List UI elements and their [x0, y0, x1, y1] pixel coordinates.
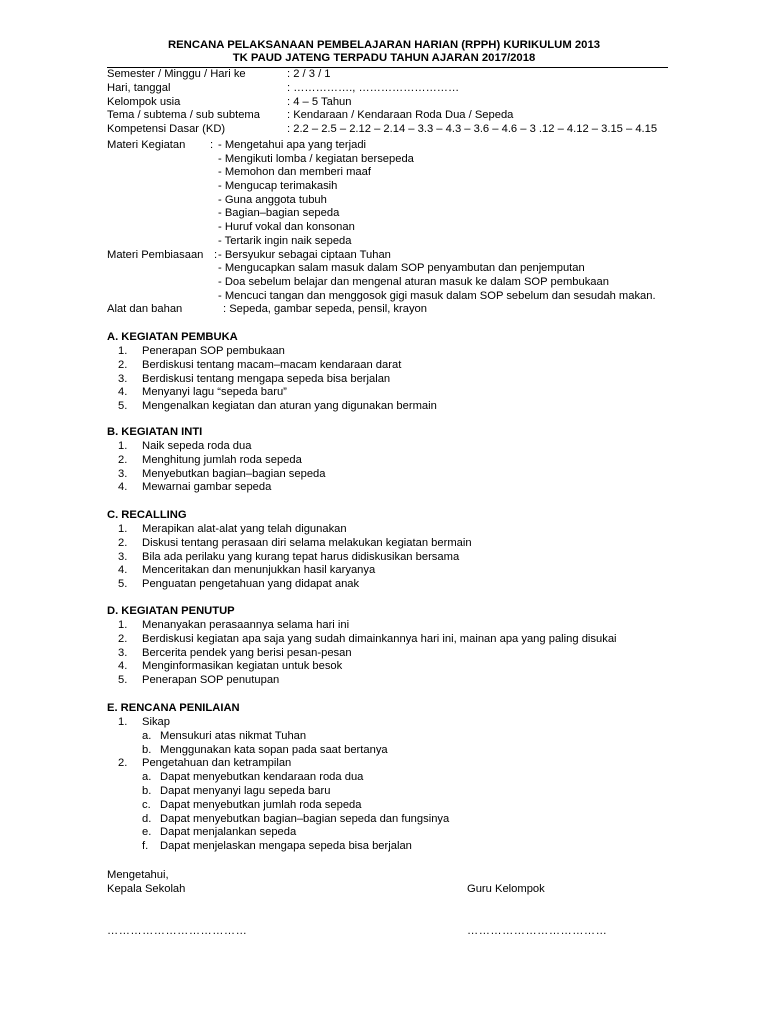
list-item — [107, 235, 687, 249]
section-kegiatan-inti — [107, 426, 687, 495]
list-item — [107, 468, 687, 482]
item-letter: e. — [142, 826, 152, 839]
info-value: : 4 – 5 Tahun — [287, 95, 352, 108]
item-text: Dapat menyebutkan bagian–bagian sepeda dan fungsinya — [160, 812, 450, 825]
materi-kegiatan-item: - Mengetahui apa yang terjadi — [218, 139, 367, 151]
materi-kegiatan-item: - Guna anggota tubuh — [218, 193, 327, 206]
list-item — [107, 674, 687, 688]
info-row — [107, 123, 687, 137]
info-value: : 2 / 3 / 1 — [287, 68, 331, 80]
info-row — [107, 82, 687, 96]
item-text: Menceritakan dan menunjukkan hasil karyanya — [142, 564, 376, 577]
document-subtitle: TK PAUD JATENG TERPADU TAHUN AJARAN 2017/2018 — [232, 52, 536, 64]
list-item — [107, 373, 687, 387]
list-item — [107, 290, 687, 304]
materi-block — [107, 139, 687, 317]
list-item — [107, 454, 687, 468]
info-label: Tema / subtema / sub subtema — [107, 109, 260, 122]
item-text: Penerapan SOP penutupan — [142, 674, 280, 687]
item-text: Dapat menjelaskan mengapa sepeda bisa berjalan — [160, 840, 412, 853]
list-item — [107, 221, 687, 235]
item-text: Menanyakan perasaannya selama hari ini — [142, 619, 350, 631]
list-item — [107, 744, 687, 758]
list-item — [107, 799, 687, 813]
materi-kegiatan-item: - Bagian–bagian sepeda — [218, 207, 340, 220]
section-heading: A. KEGIATAN PEMBUKA — [107, 331, 238, 343]
info-row — [107, 68, 687, 82]
materi-pembiasaan-item: - Mengucapkan salam masuk dalam SOP penyambutan dan penjemputan — [218, 262, 585, 275]
list-item — [107, 180, 687, 194]
item-text: Berdiskusi tentang macam–macam kendaraan darat — [142, 358, 402, 371]
item-letter: b. — [142, 784, 152, 797]
item-letter: b. — [142, 743, 152, 756]
mengetahui-label: Mengetahui, — [107, 869, 169, 881]
list-item — [107, 345, 687, 359]
colon-separator: : — [210, 139, 214, 151]
info-value: : Kendaraan / Kendaraan Roda Dua / Sepeda — [287, 109, 514, 122]
list-item — [107, 153, 687, 167]
materi-kegiatan-label: Materi Kegiatan — [107, 139, 186, 151]
item-number: 1. — [118, 345, 128, 357]
materi-pembiasaan-item: - Mencuci tangan dan menggosok gigi masuk dalam SOP sebelum dan sesudah makan. — [218, 289, 656, 302]
item-number: 2. — [118, 536, 128, 549]
info-value: : ……………., ……………………… — [287, 81, 460, 94]
item-text: Penguatan pengetahuan yang didapat anak — [142, 578, 360, 591]
list-item — [107, 647, 687, 661]
info-row — [107, 96, 687, 110]
item-number: 1. — [118, 619, 128, 631]
list-item — [107, 386, 687, 400]
alat-bahan-label: Alat dan bahan — [107, 303, 183, 316]
item-number: 2. — [118, 453, 128, 466]
item-text: Naik sepeda roda dua — [142, 440, 252, 452]
item-number: 2. — [118, 757, 128, 770]
item-text: Menginformasikan kegiatan untuk besok — [142, 660, 343, 673]
list-item — [107, 730, 687, 744]
item-letter: a. — [142, 771, 152, 784]
item-text: Diskusi tentang perasaan diri selama melakukan kegiatan bermain — [142, 536, 472, 549]
materi-kegiatan-item: - Memohon dan memberi maaf — [218, 166, 371, 179]
info-label: Kelompok usia — [107, 95, 181, 108]
item-number: 2. — [118, 632, 128, 645]
info-table — [107, 68, 687, 137]
list-item — [107, 826, 687, 840]
info-row — [107, 109, 687, 123]
guru-kelompok-label: Guru Kelompok — [467, 883, 545, 895]
materi-kegiatan-row — [107, 139, 687, 153]
info-value: : 2.2 – 2.5 – 2.12 – 2.14 – 3.3 – 4.3 – 3.6 – 4.6 – 3 .12 – 4.12 – 3.15 – 4.15 — [287, 123, 658, 135]
materi-pembiasaan-item: - Bersyukur sebagai ciptaan Tuhan — [218, 248, 391, 261]
item-number: 5. — [118, 674, 128, 687]
item-text: Pengetahuan dan ketrampilan — [142, 757, 292, 770]
item-text: Dapat menyebutkan kendaraan roda dua — [160, 771, 364, 784]
document-title: RENCANA PELAKSANAAN PEMBELAJARAN HARIAN (RPPH) KURIKULUM 2013 — [167, 39, 601, 51]
colon-separator: : — [214, 248, 218, 261]
item-text: Sikap — [142, 716, 170, 728]
item-number: 3. — [118, 550, 128, 563]
item-text: Menyanyi lagu “sepeda baru” — [142, 386, 287, 399]
list-item — [107, 537, 687, 551]
list-item — [107, 578, 687, 592]
info-label: Kompetensi Dasar (KD) — [107, 123, 226, 135]
list-item — [107, 619, 687, 633]
item-number: 1. — [118, 440, 128, 452]
list-item — [107, 207, 687, 221]
item-text: Menghitung jumlah roda sepeda — [142, 453, 302, 466]
item-text: Mensukuri atas nikmat Tuhan — [160, 729, 307, 742]
materi-kegiatan-item: - Mengucap terimakasih — [218, 180, 338, 193]
list-item — [107, 551, 687, 565]
item-text: Dapat menyanyi lagu sepeda baru — [160, 784, 331, 797]
item-number: 4. — [118, 660, 128, 673]
item-number: 5. — [118, 578, 128, 591]
item-text: Berdiskusi kegiatan apa saja yang sudah dimainkannya hari ini, mainan apa yang paling disukai — [142, 632, 617, 645]
item-letter: a. — [142, 729, 152, 742]
signature-line-left: ……………………………… — [107, 925, 248, 937]
item-text: Dapat menyebutkan jumlah roda sepeda — [160, 798, 362, 811]
item-number: 3. — [118, 646, 128, 659]
list-item — [107, 166, 687, 180]
materi-pembiasaan-label: Materi Pembiasaan — [107, 248, 204, 261]
list-item — [107, 757, 687, 771]
info-label: Semester / Minggu / Hari ke — [107, 68, 246, 80]
list-item — [107, 840, 687, 854]
item-text: Merapikan alat-alat yang telah digunakan — [142, 523, 347, 535]
item-number: 3. — [118, 467, 128, 480]
list-item — [107, 771, 687, 785]
section-heading: D. KEGIATAN PENUTUP — [107, 605, 235, 617]
list-item — [107, 440, 687, 454]
section-kegiatan-penutup — [107, 605, 687, 688]
item-letter: c. — [142, 798, 151, 811]
list-item — [107, 194, 687, 208]
item-number: 4. — [118, 564, 128, 577]
item-text: Berdiskusi tentang mengapa sepeda bisa berjalan — [142, 372, 391, 385]
list-item — [107, 564, 687, 578]
list-item — [107, 400, 687, 414]
signature-line-right: ……………………………… — [467, 925, 608, 937]
materi-kegiatan-item: - Huruf vokal dan konsonan — [218, 221, 355, 234]
materi-pembiasaan-item: - Doa sebelum belajar dan mengenal aturan masuk ke dalam SOP pembukaan — [218, 275, 609, 288]
alat-bahan-row — [107, 303, 687, 317]
alat-bahan-value: : Sepeda, gambar sepeda, pensil, krayon — [223, 303, 427, 316]
item-text: Mewarnai gambar sepeda — [142, 481, 272, 494]
item-number: 5. — [118, 400, 128, 413]
item-number: 2. — [118, 358, 128, 371]
item-letter: f. — [142, 840, 149, 853]
list-item — [107, 276, 687, 290]
item-text: Menggunakan kata sopan pada saat bertanya — [160, 743, 388, 756]
item-number: 1. — [118, 716, 128, 728]
list-item — [107, 785, 687, 799]
section-heading: E. RENCANA PENILAIAN — [107, 702, 240, 714]
section-heading: C. RECALLING — [107, 509, 187, 521]
list-item — [107, 262, 687, 276]
list-item — [107, 481, 687, 495]
item-number: 4. — [118, 386, 128, 399]
item-text: Bercerita pendek yang berisi pesan-pesan — [142, 646, 352, 659]
materi-kegiatan-item: - Tertarik ingin naik sepeda — [218, 234, 352, 247]
list-item — [107, 523, 687, 537]
item-number: 3. — [118, 372, 128, 385]
list-item — [107, 716, 687, 730]
item-text: Bila ada perilaku yang kurang tepat harus didiskusikan bersama — [142, 550, 460, 563]
info-label: Hari, tanggal — [107, 81, 171, 94]
list-item — [107, 660, 687, 674]
item-letter: d. — [142, 812, 152, 825]
item-text: Mengenalkan kegiatan dan aturan yang digunakan bermain — [142, 400, 437, 413]
item-number: 1. — [118, 523, 128, 535]
section-recalling — [107, 509, 687, 592]
materi-pembiasaan-row — [107, 249, 687, 263]
list-item — [107, 813, 687, 827]
materi-kegiatan-item: - Mengikuti lomba / kegiatan bersepeda — [218, 152, 414, 165]
item-text: Dapat menjalankan sepeda — [160, 826, 297, 839]
section-rencana-penilaian — [107, 702, 687, 854]
item-text: Penerapan SOP pembukaan — [142, 345, 285, 357]
section-kegiatan-pembuka — [107, 331, 687, 414]
item-text: Menyebutkan bagian–bagian sepeda — [142, 467, 326, 480]
list-item — [107, 633, 687, 647]
list-item — [107, 359, 687, 373]
item-number: 4. — [118, 481, 128, 494]
section-heading: B. KEGIATAN INTI — [107, 426, 203, 438]
kepala-sekolah-label: Kepala Sekolah — [107, 883, 186, 895]
